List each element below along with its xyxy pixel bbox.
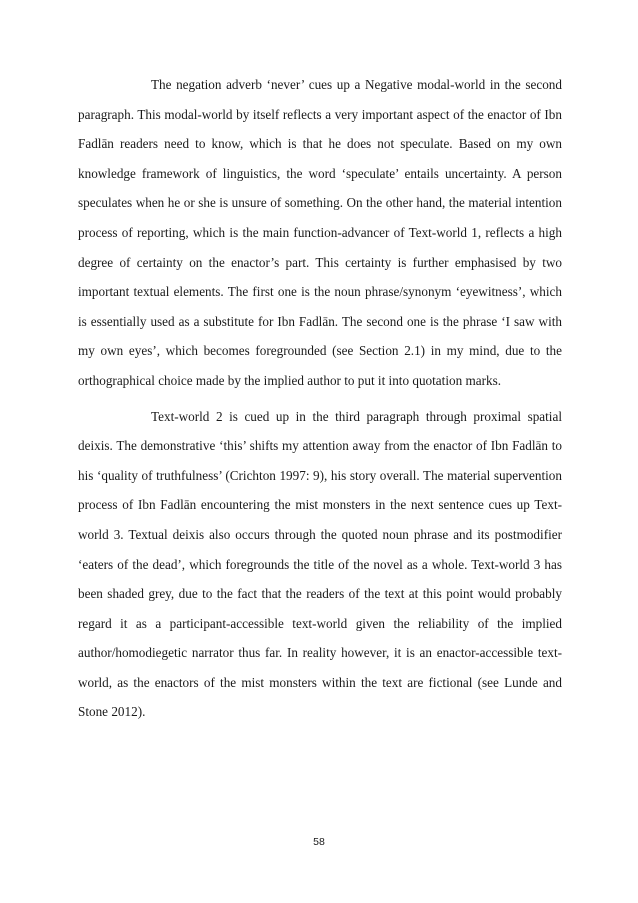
page-number: 58 <box>313 836 325 848</box>
paragraph-1: The negation adverb ‘never’ cues up a Negative modal-world in the second paragraph. This modal-world by itself reflects a very important aspect of the enactor of Ibn Fadlān readers need to know, which is that he does not speculate. Based on my own knowledge framework of linguistics, the word ‘speculate’ entails uncertainty. A person speculates when he or she is unsure of something. On the other hand, the material intention process of reporting, which is the main function-advancer of Text-world 1, reflects a high degree of certainty on the enactor’s part. This certainty is further emphasised by two important textual elements. The first one is the noun phrase/synonym ‘eyewitness’, which is essentially used as a substitute for Ibn Fadlān. The second one is the phrase ‘I saw with my own eyes’, which becomes foregrounded (see Section 2.1) in my mind, due to the orthographical choice made by the implied author to put it into quotation marks. <box>78 77 562 388</box>
body-text <box>78 70 562 727</box>
paragraph-2: Text-world 2 is cued up in the third paragraph through proximal spatial deixis. The demonstrative ‘this’ shifts my attention away from the enactor of Ibn Fadlān to his ‘quality of truthfulness’ (Crichton 1997: 9), his story overall. The material supervention process of Ibn Fadlān encountering the mist monsters in the next sentence cues up Text-world 3. Textual deixis also occurs through the quoted noun phrase and its postmodifier ‘eaters of the dead’, which foregrounds the title of the novel as a whole. Text-world 3 has been shaded grey, due to the fact that the readers of the text at this point would probably regard it as a participant-accessible text-world given the reliability of the implied author/homodiegetic narrator thus far. In reality however, it is an enactor-accessible text-world, as the enactors of the mist monsters within the text are fictional (see Lunde and Stone 2012). <box>78 408 562 720</box>
